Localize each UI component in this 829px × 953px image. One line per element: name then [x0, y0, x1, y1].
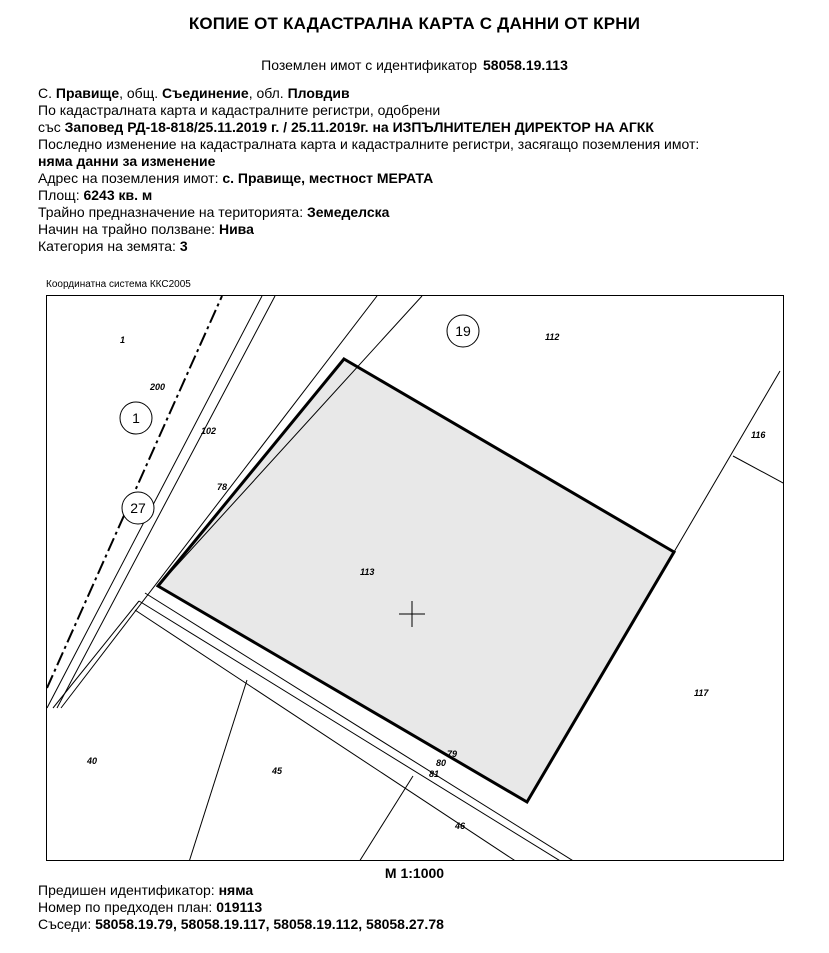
category-label: Категория на земята: — [38, 238, 176, 254]
approval-line: По кадастралната карта и кадастралните регистри, одобрени — [38, 102, 441, 118]
parcel-label-1: 1 — [120, 335, 126, 345]
previous-plan-value: 019113 — [216, 899, 263, 915]
parcel-label-46: 46 — [455, 821, 466, 831]
parcel-label-79: 79 — [447, 749, 458, 759]
region-name: Пловдив — [287, 85, 350, 101]
neighbors-label: Съседи: — [38, 916, 92, 932]
identifier-line — [0, 57, 829, 73]
previous-id-line — [38, 882, 444, 899]
category-value: 3 — [179, 238, 188, 254]
municipality-name: Съединение — [162, 85, 249, 101]
last-change-value-line — [38, 153, 699, 170]
map-canvas — [47, 296, 784, 861]
neighbors-line — [38, 916, 444, 933]
last-change-label: Последно изменение на кадастралната карта и кадастралните регистри, засягащо поземления имот: — [38, 136, 700, 152]
cadastral-map — [46, 295, 784, 861]
previous-plan-line — [38, 899, 444, 916]
usage-value: Нива — [218, 221, 254, 237]
parcel-label-200: 200 — [150, 382, 166, 392]
region-prefix: , обл. — [248, 85, 284, 101]
purpose-line — [38, 204, 699, 221]
zone-label-1: 1 — [132, 410, 140, 426]
parcel-label-81: 81 — [429, 769, 440, 779]
parcel-label-78: 78 — [217, 482, 228, 492]
map-scale: М 1:1000 — [384, 865, 445, 881]
last-change-value: няма данни за изменение — [38, 153, 216, 169]
parcel-113-shape — [158, 359, 674, 802]
zone-label-19: 19 — [455, 323, 471, 339]
area-label: Площ: — [38, 187, 80, 203]
parcel-boundary — [733, 456, 784, 484]
parcel-label-40: 40 — [87, 756, 98, 766]
approval-order: Заповед РД-18-818/25.11.2019 г. / 25.11.2019г. на ИЗПЪЛНИТЕЛЕН ДИРЕКТОР НА АГКК — [64, 119, 654, 135]
previous-plan-label: Номер по предходен план: — [38, 899, 213, 915]
previous-id-label: Предишен идентификатор: — [38, 882, 215, 898]
usage-label: Начин на трайно ползване: — [38, 221, 216, 237]
parcel-boundary — [359, 776, 413, 861]
address-value: с. Правище, местност МЕРАТА — [222, 170, 434, 186]
address-label: Адрес на поземления имот: — [38, 170, 219, 186]
village-name: Правище — [55, 85, 120, 101]
usage-line — [38, 221, 699, 238]
neighbors-value: 58058.19.79, 58058.19.117, 58058.19.112, 58058.27.78 — [95, 916, 444, 932]
area-line — [38, 187, 699, 204]
address-line — [38, 170, 699, 187]
purpose-label: Трайно предназначение на територията: — [38, 204, 304, 220]
category-line — [38, 238, 699, 255]
previous-id-value: няма — [218, 882, 254, 898]
parcel-boundary — [189, 680, 247, 861]
location-line — [38, 85, 699, 102]
approval-prefix: със — [38, 119, 61, 135]
parcel-label-113: 113 — [360, 567, 375, 577]
parcel-label-112: 112 — [545, 332, 560, 342]
village-prefix: С. — [38, 85, 52, 101]
footer-info — [38, 882, 444, 933]
parcel-label-45: 45 — [272, 766, 283, 776]
parcel-boundary — [674, 371, 780, 552]
area-value: 6243 кв. м — [83, 187, 153, 203]
municipality-prefix: , общ. — [119, 85, 159, 101]
document-title: КОПИЕ ОТ КАДАСТРАЛНА КАРТА С ДАННИ ОТ КРНИ — [188, 14, 641, 33]
property-info — [38, 85, 699, 255]
parcel-label-102: 102 — [201, 426, 217, 436]
parcel-label-80: 80 — [436, 758, 447, 768]
coordinate-system: Координатна система ККС2005 — [46, 279, 191, 290]
parcel-label-117: 117 — [694, 688, 709, 698]
identifier-value: 58058.19.113 — [483, 57, 568, 73]
zone-label-27: 27 — [130, 500, 146, 516]
road-line — [53, 601, 139, 708]
parcel-label-116: 116 — [751, 430, 766, 440]
identifier-label: Поземлен имот с идентификатор — [261, 57, 477, 73]
approval-order-line — [38, 119, 699, 136]
purpose-value: Земеделска — [306, 204, 390, 220]
